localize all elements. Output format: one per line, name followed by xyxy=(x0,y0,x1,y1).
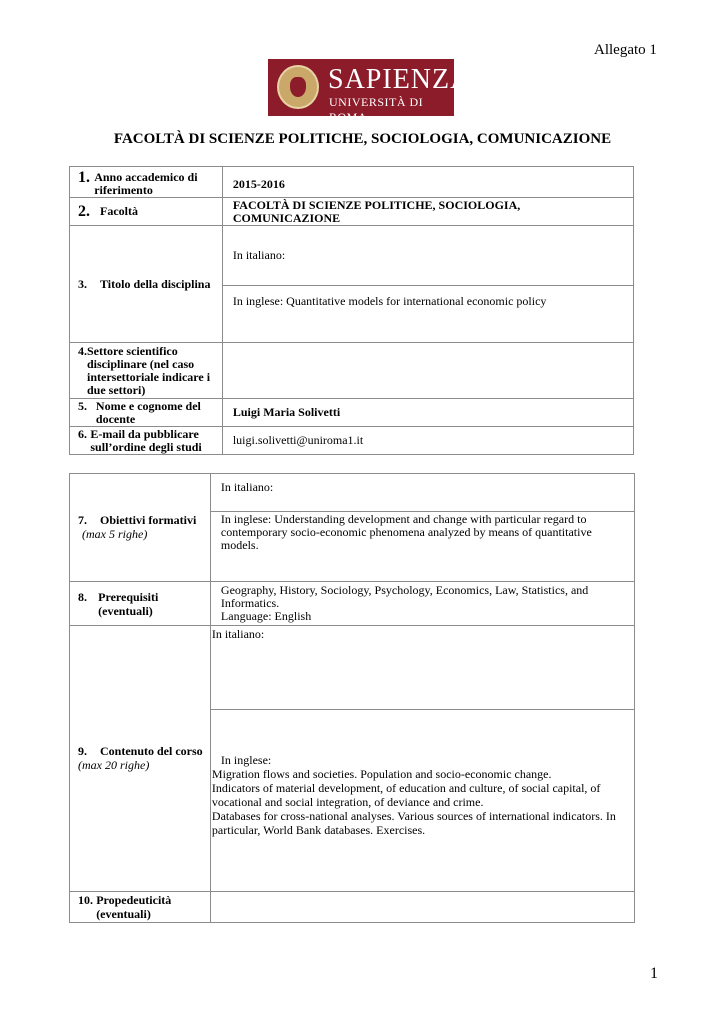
content-english-label: In inglese: xyxy=(220,753,272,767)
page-title: FACOLTÀ DI SCIENZE POLITICHE, SOCIOLOGIA, COMUNICAZIONE xyxy=(113,131,612,147)
row-note: (max 20 righe) xyxy=(78,757,150,772)
row-number: 7. xyxy=(78,512,87,527)
row-number: 3. xyxy=(78,276,87,291)
content-english-line: Indicators of material development, of education and culture, of social capital, of vocational and social integration, of deviance and crime. xyxy=(211,781,601,809)
course-content-table xyxy=(69,473,635,923)
row-label: Prerequisiti (eventuali) xyxy=(98,589,159,618)
objectives-english: In inglese: Understanding development and change with particular regard to contemporary socio-economic phenomena analyzed by means of quantitative models. xyxy=(220,512,592,552)
row-number: 8. xyxy=(78,589,87,604)
page-number: 1 xyxy=(650,965,658,982)
prerequisites-line: Language: English xyxy=(220,609,312,623)
table-row xyxy=(70,226,634,286)
row-label: E-mail da pubblicare sull’ordine degli studi xyxy=(90,426,202,454)
table-row xyxy=(70,167,634,198)
table-row xyxy=(70,582,635,626)
title-english: In inglese: Quantitative models for international economic policy xyxy=(232,294,547,308)
title-italian: In italiano: xyxy=(232,248,286,262)
row-label: Anno accademico di riferimento xyxy=(94,170,198,197)
row-number: 1. xyxy=(78,169,90,186)
row-label: Obiettivi formativi xyxy=(100,512,197,527)
table-row xyxy=(70,626,635,710)
table-row xyxy=(70,399,634,427)
teacher-name: Luigi Maria Solivetti xyxy=(232,405,341,419)
row-label: Facoltà xyxy=(100,204,138,218)
row-label: Nome e cognome del docente xyxy=(95,398,201,426)
row-number: 2. xyxy=(78,202,90,220)
course-info-table xyxy=(69,166,634,455)
table-row xyxy=(70,474,635,512)
table-row xyxy=(70,343,634,399)
row-note: (max 5 righe) xyxy=(82,526,148,541)
content-english-line: Databases for cross-national analyses. Various sources of international indicators. In particular, World Bank databases. Exercises. xyxy=(211,809,616,837)
propaedeutics-value xyxy=(210,892,634,923)
row-label: Contenuto del corso xyxy=(100,743,203,758)
table-row xyxy=(70,427,634,455)
row-label: Titolo della disciplina xyxy=(100,276,211,291)
table-row xyxy=(70,198,634,226)
table-row xyxy=(70,892,635,923)
row-label: Settore scientifico disciplinare (nel caso intersettoriale indicare i due settori) xyxy=(87,344,211,397)
university-logo xyxy=(268,59,472,124)
row-number: 5. xyxy=(78,398,87,413)
sector-value xyxy=(222,343,633,399)
objectives-italian: In italiano: xyxy=(220,480,274,494)
row-number: 4. xyxy=(78,344,87,358)
university-seal-icon xyxy=(277,65,319,109)
row-number: 10. xyxy=(78,893,93,907)
teacher-email[interactable]: luigi.solivetti@uniroma1.it xyxy=(232,433,364,447)
logo-subtitle: UNIVERSITÀ DI ROMA xyxy=(329,95,424,124)
content-italian: In italiano: xyxy=(211,627,265,641)
row-number: 9. xyxy=(78,743,87,758)
logo-name: SAPIENZA xyxy=(328,64,472,95)
row-label: Propedeuticità (eventuali) xyxy=(96,893,172,921)
academic-year-value: 2015-2016 xyxy=(232,176,285,191)
faculty-value: FACOLTÀ DI SCIENZE POLITICHE, SOCIOLOGIA, COMUNICAZIONE xyxy=(232,197,521,225)
prerequisites-line: Geography, History, Sociology, Psychology, Economics, Law, Statistics, and Informatics. xyxy=(220,583,589,610)
content-english-line: Migration flows and societies. Population and socio-economic change. xyxy=(211,767,552,781)
row-number: 6. xyxy=(78,426,87,441)
annex-label: Allegato 1 xyxy=(594,42,657,58)
